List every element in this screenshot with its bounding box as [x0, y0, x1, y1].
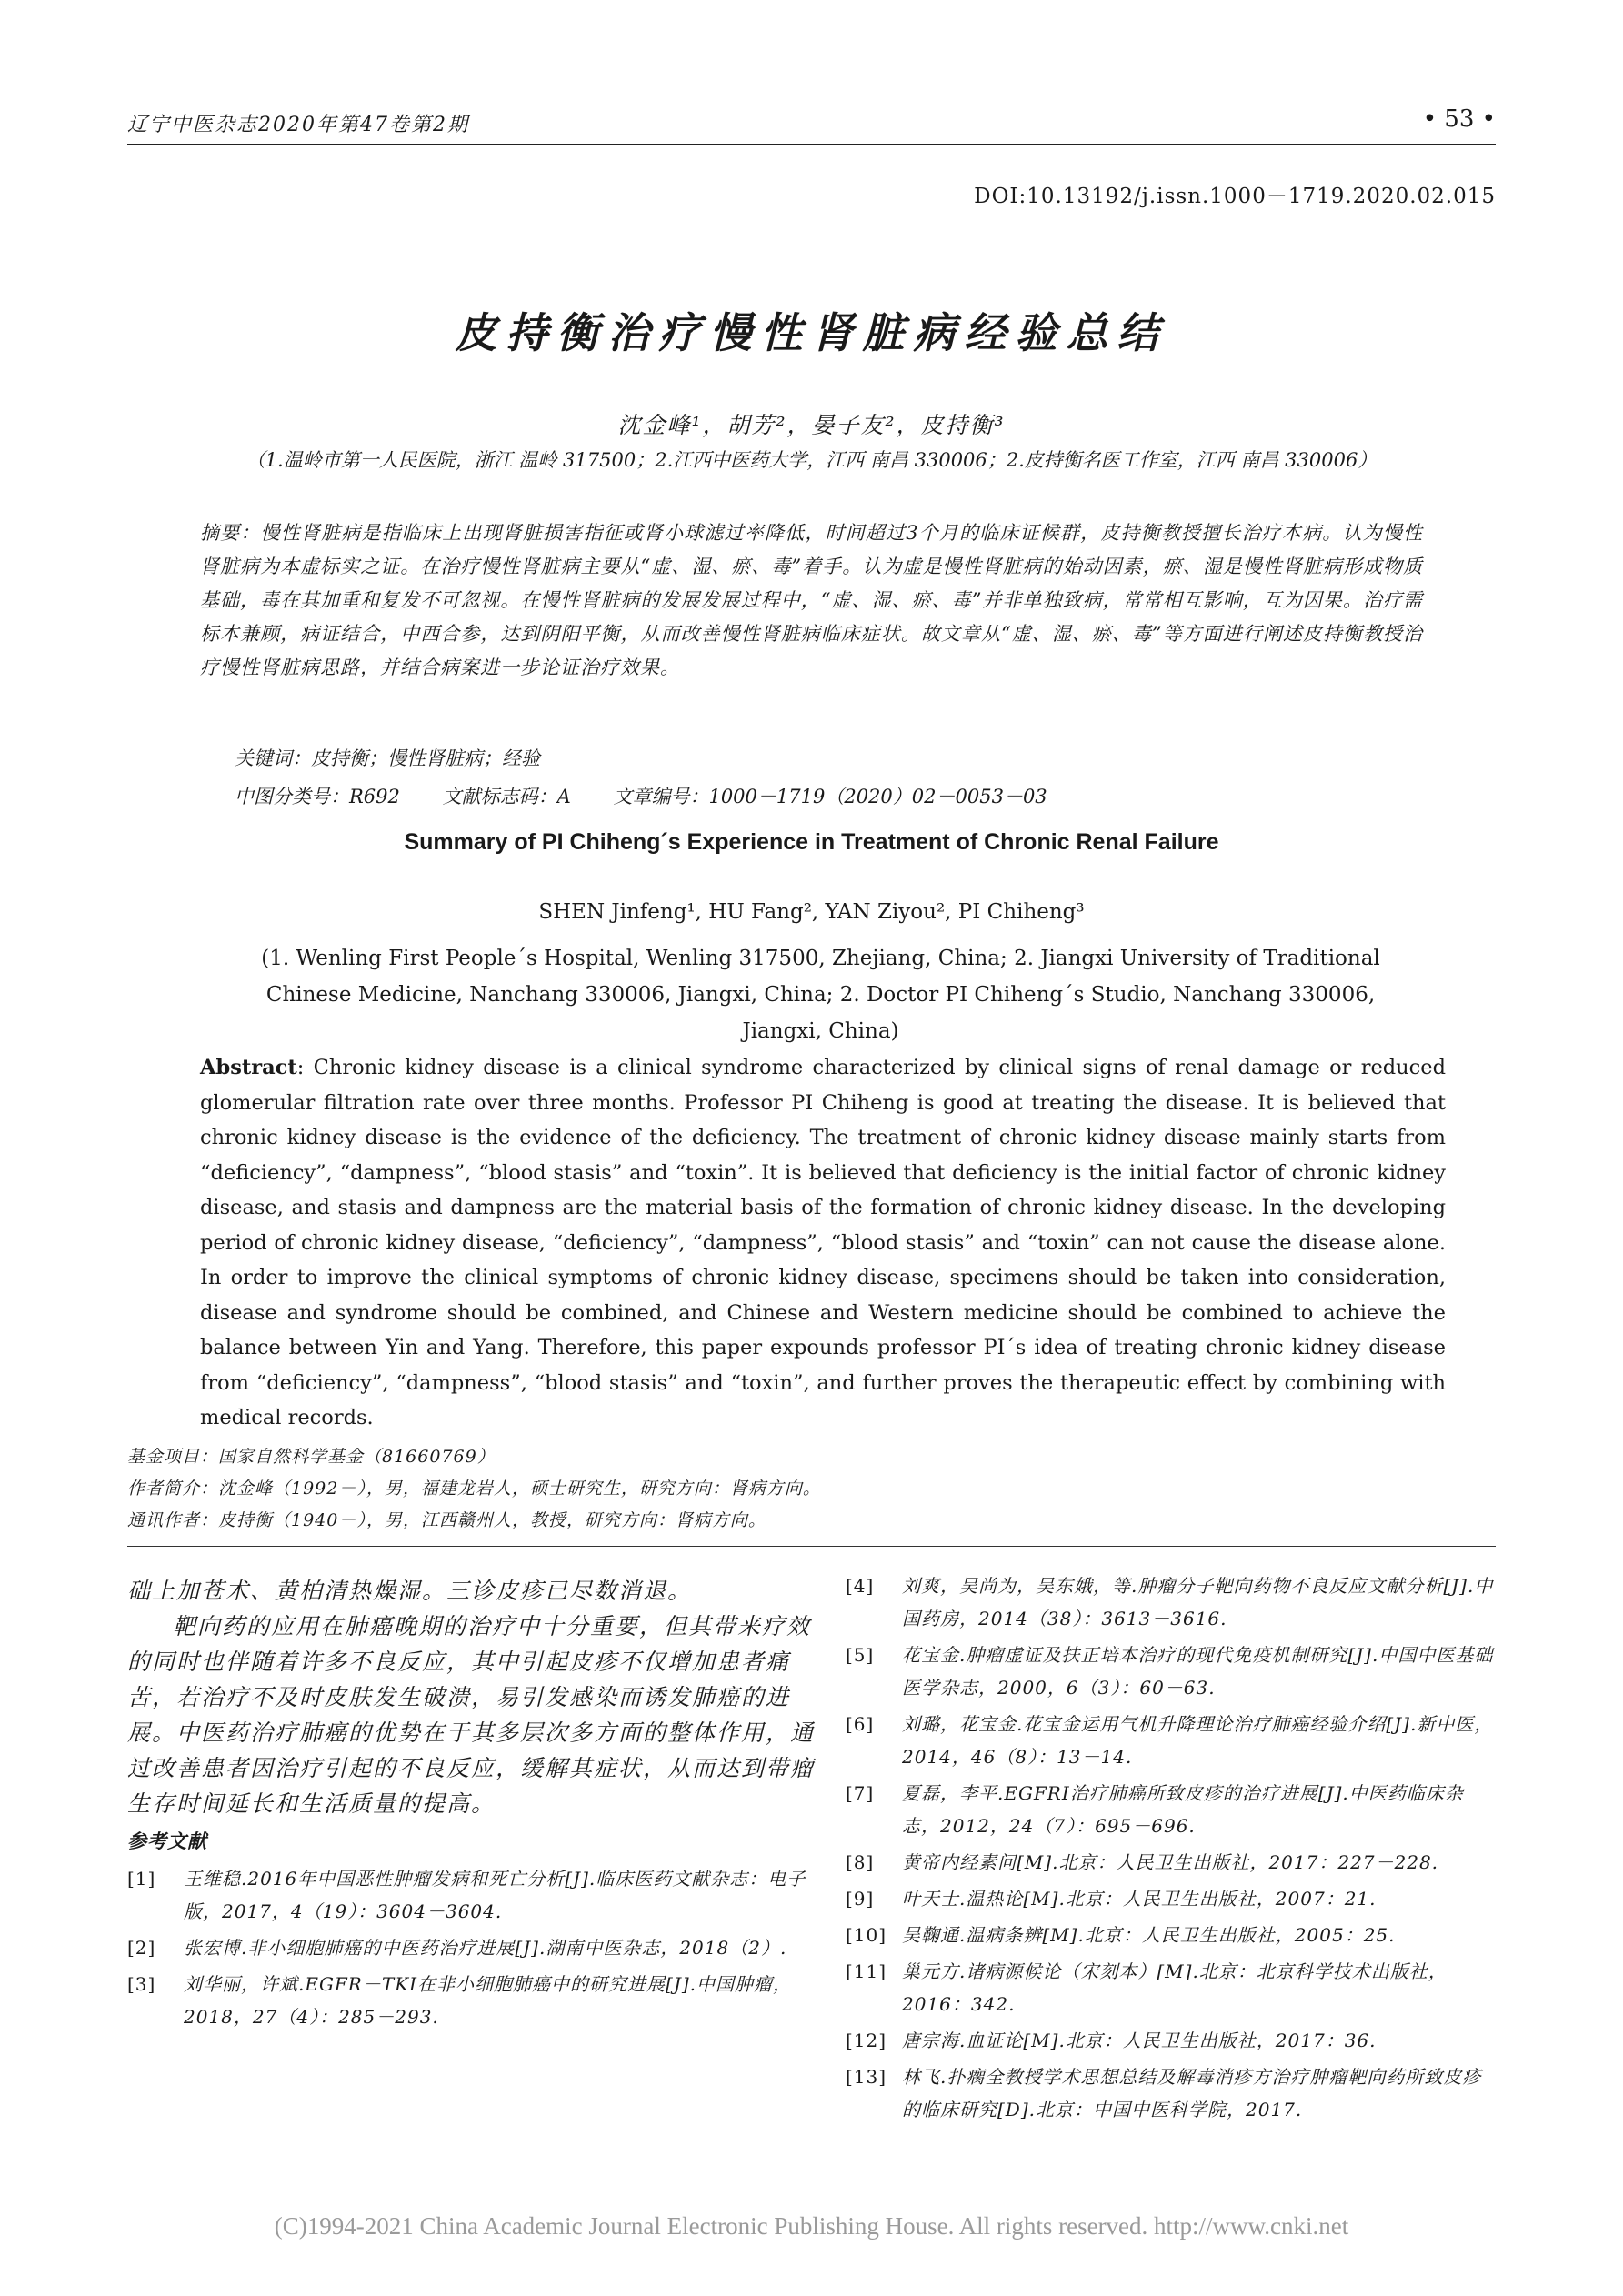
reference-text: 刘爽，吴尚为，吴东娥，等.肿瘤分子靶向药物不良反应文献分析[J].中国药房，2014（38）：3613－3616. [902, 1575, 1494, 1629]
footnote-fund: 基金项目：国家自然科学基金（81660769） [127, 1447, 496, 1467]
doi: DOI:10.13192/j.issn.1000－1719.2020.02.015 [974, 185, 1496, 208]
reference-number: [4] [846, 1575, 875, 1597]
authors-english: SHEN Jinfeng¹, HU Fang², YAN Ziyou², PI Chiheng³ [538, 900, 1085, 924]
document-code: 文献标志码：A [442, 786, 571, 807]
journal-header: 辽宁中医杂志2020年第47卷第2期 [127, 114, 469, 136]
reference-item [846, 1708, 1496, 1773]
reference-number: [13] [846, 2066, 887, 2088]
reference-text: 吴鞠通.温病条辨[M].北京：人民卫生出版社，2005：25. [902, 1924, 1396, 1946]
reference-text: 巢元方.诸病源候论（宋刻本）[M].北京：北京科学技术出版社，2016：342. [902, 1960, 1448, 2015]
reference-text: 刘华丽，许斌.EGFR－TKI在非小细胞肺癌中的研究进展[J].中国肿瘤，2018，27（4）：285－293. [184, 1973, 793, 2028]
reference-text: 夏磊，李平.EGFRI治疗肺癌所致皮疹的治疗进展[J].中医药临床杂志，2012，24（7）：695－696. [902, 1782, 1464, 1837]
article-number: 文章编号：1000－1719（2020）02－0053－03 [613, 786, 1047, 807]
affiliations-chinese: （1.温岭市第一人民医院，浙江 温岭 317500；2.江西中医药大学，江西 南昌 330006；2.皮持衡名医工作室，江西 南昌 330006） [245, 449, 1378, 471]
body-paragraph: 础上加苍术、黄柏清热燥湿。三诊皮疹已尽数消退。 [127, 1578, 693, 1604]
title-english: Summary of PI Chiheng´s Experience in Treatment of Chronic Renal Failure [404, 829, 1219, 855]
authors-chinese: 沈金峰¹，胡芳²，晏子友²，皮持衡³ [617, 412, 1006, 438]
abstract-english [200, 1050, 1446, 1436]
reference-number: [12] [846, 2030, 887, 2051]
classification-line [235, 782, 1084, 809]
reference-item [846, 2024, 1496, 2057]
reference-number: [6] [846, 1713, 875, 1735]
abstract-label: Abstract [200, 1056, 297, 1079]
reference-number: [10] [846, 1924, 887, 1946]
reference-item [846, 1846, 1496, 1879]
reference-number: [7] [846, 1782, 875, 1804]
reference-text: 花宝金.肿瘤虚证及扶正培本治疗的现代免疫机制研究[J].中国中医基础医学杂志，2000，6（3）：60－63. [902, 1644, 1494, 1699]
reference-number: [2] [127, 1937, 156, 1959]
reference-text: 叶天士.温热论[M].北京：人民卫生出版社，2007：21. [902, 1888, 1377, 1910]
reference-item [846, 1569, 1496, 1635]
reference-text: 黄帝内经素问[M].北京：人民卫生出版社，2017：227－228. [902, 1851, 1439, 1873]
reference-number: [3] [127, 1973, 156, 1995]
right-column [846, 1566, 1496, 2126]
reference-text: 刘璐，花宝金.花宝金运用气机升降理论治疗肺癌经验介绍[J].新中医，2014，46（8）：13－14. [902, 1713, 1494, 1768]
copyright-footer: (C)1994-2021 China Academic Journal Electronic Publishing House. All rights reserved. http://www.cnki.net [274, 2212, 1349, 2240]
reference-number: [11] [846, 1960, 887, 1982]
footnote-author: 作者简介：沈金峰（1992－），男，福建龙岩人，硕士研究生，研究方向：肾病方向。 [127, 1479, 821, 1499]
reference-item [846, 1639, 1496, 1704]
reference-item [846, 2060, 1496, 2126]
body-paragraph: 靶向药的应用在肺癌晚期的治疗中十分重要，但其带来疗效的同时也伴随着许多不良反应，其中引起皮疹不仅增加患者痛苦，若治疗不及时皮肤发生破溃，易引发感染而诱发肺癌的进展。中医药治疗肺癌的优势在于其多层次多方面的整体作用，通过改善患者因治疗引起的不良反应，缓解其症状，从而达到带瘤生存时间延长和生活质量的提高。 [127, 1613, 816, 1817]
header-divider [127, 144, 1496, 145]
page-number: • 53 • [1422, 105, 1496, 133]
reference-number: [8] [846, 1851, 875, 1873]
affiliations-english: (1. Wenling First People´s Hospital, Wenling 317500, Zhejiang, China; 2. Jiangxi University of Traditional Chinese Medicine, Nanchang 330006, Jiangxi, China; 2. Doctor PI Chiheng´s Studio, Nanchang 330006, Jiangxi, China) [261, 947, 1380, 1043]
reference-number: [9] [846, 1888, 875, 1910]
reference-text: 王维稳.2016年中国恶性肿瘤发病和死亡分析[J].临床医药文献杂志：电子版，2017，4（19）：3604－3604. [184, 1868, 806, 1922]
reference-item [846, 1777, 1496, 1842]
reference-number: [5] [846, 1644, 875, 1666]
reference-text: 林飞.扑瘸全教授学术思想总结及解毒消疹方治疗肿瘤靶向药所致皮疹的临床研究[D].北京：中国中医科学院，2017. [902, 2066, 1482, 2121]
abstract-english-text: : Chronic kidney disease is a clinical syndrome characterized by clinical signs of renal damage or reduced glomerular filtration rate over three months. Professor PI Chiheng is good at treating the disease. It is believed that chronic kidney disease is the evidence of the deficiency. The treatment of chronic kidney disease mainly starts from “deficiency”, “dampness”, “blood stasis” and “toxin”. It is believed that deficiency is the initial factor of chronic kidney disease, and stasis and dampness are the material basis of the formation of chronic kidney disease. In the developing period of chronic kidney disease, “deficiency”, “dampness”, “blood stasis” and “toxin” can not cause the disease alone. In order to improve the clinical symptoms of chronic kidney disease, specimens should be taken into consideration, disease and syndrome should be combined, and Chinese and Western medicine should be combined to achieve the balance between Yin and Yang. Therefore, this paper expounds professor PI´s idea of treating chronic kidney disease from “deficiency”, “dampness”, “blood stasis” and “toxin”, and further proves the therapeutic effect by combining with medical records. [200, 1056, 1446, 1429]
clc-number: 中图分类号：R692 [235, 786, 400, 807]
reference-text: 张宏博.非小细胞肺癌的中医药治疗进展[J].湖南中医杂志，2018（2）. [184, 1937, 787, 1959]
reference-item [846, 1919, 1496, 1951]
abstract-chinese: 摘要：慢性肾脏病是指临床上出现肾脏损害指征或肾小球滤过率降低，时间超过3个月的临床证候群，皮持衡教授擅长治疗本病。认为慢性肾脏病为本虚标实之证。在治疗慢性肾脏病主要从“虚、湿、瘀、毒”着手。认为虚是慢性肾脏病的始动因素，瘀、湿是慢性肾脏病形成物质基础，毒在其加重和复发不可忽视。在慢性肾脏病的发展发展过程中，“虚、湿、瘀、毒”并非单独致病，常常相互影响，互为因果。治疗需标本兼顾，病证结合，中西合参，达到阴阳平衡，从而改善慢性肾脏病临床症状。故文章从“虚、湿、瘀、毒”等方面进行阐述皮持衡教授治疗慢性肾脏病思路，并结合病案进一步论证治疗效果。 [200, 522, 1423, 678]
keywords-chinese: 关键词：皮持衡；慢性肾脏病；经验 [235, 747, 540, 769]
references-title: 参考文献 [127, 1830, 207, 1852]
reference-item [846, 1882, 1496, 1915]
reference-item [127, 1931, 818, 1964]
reference-item [127, 1862, 818, 1928]
reference-text: 唐宗海.血证论[M].北京：人民卫生出版社，2017：36. [902, 2030, 1377, 2051]
title-chinese: 皮持衡治疗慢性肾脏病经验总结 [455, 308, 1168, 357]
reference-item [846, 1955, 1496, 2020]
reference-item [127, 1968, 818, 2033]
body-divider [127, 1546, 1496, 1547]
reference-number: [1] [127, 1868, 156, 1890]
footnote-corresponding: 通讯作者：皮持衡（1940－），男，江西赣州人，教授，研究方向：肾病方向。 [127, 1510, 766, 1530]
left-column [127, 1573, 818, 2033]
